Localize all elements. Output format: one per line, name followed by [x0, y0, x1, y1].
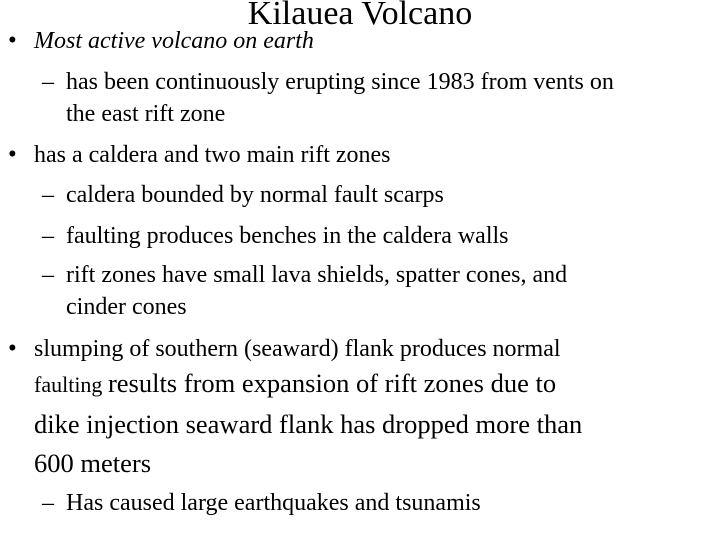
sub-1-1-line-1: has been continuously erupting since 1983 from vents on [66, 69, 614, 95]
sub-2-1-dash: – [42, 182, 54, 208]
sub-2-3-dash: – [42, 262, 54, 288]
bullet-3-marker: • [8, 335, 17, 362]
bullet-3-line-3: dike injection seaward flank has dropped more than [34, 409, 583, 439]
bullet-3-line-4: 600 meters [34, 448, 152, 478]
bullet-3-line-1: slumping of southern (seaward) flank produces normal [34, 336, 561, 362]
sub-1-1-dash: – [42, 69, 54, 95]
bullet-3-line-2 [34, 364, 556, 407]
bullet-3-line-2-small: faulting [34, 372, 108, 397]
bullet-1-marker: • [8, 27, 17, 54]
sub-3-1-line-1: Has caused large earthquakes and tsunamis [66, 490, 481, 516]
slide-title: Kilauea Volcano [247, 0, 473, 32]
bullet-2-marker: • [8, 141, 17, 168]
bullet-3-line-2-large: results from expansion of rift zones due to [107, 368, 557, 398]
sub-3-1-dash: – [42, 490, 54, 516]
sub-2-3-line-2: cinder cones [66, 294, 187, 320]
sub-2-2-line-1: faulting produces benches in the caldera walls [66, 223, 509, 249]
sub-1-1-line-2: the east rift zone [66, 101, 226, 127]
bullet-2-text: has a caldera and two main rift zones [34, 142, 391, 168]
bullet-1-text: Most active volcano on earth [34, 28, 314, 54]
sub-2-3-line-1: rift zones have small lava shields, spatter cones, and [66, 262, 568, 288]
sub-2-2-dash: – [42, 223, 54, 249]
sub-2-1-line-1: caldera bounded by normal fault scarps [66, 182, 444, 208]
